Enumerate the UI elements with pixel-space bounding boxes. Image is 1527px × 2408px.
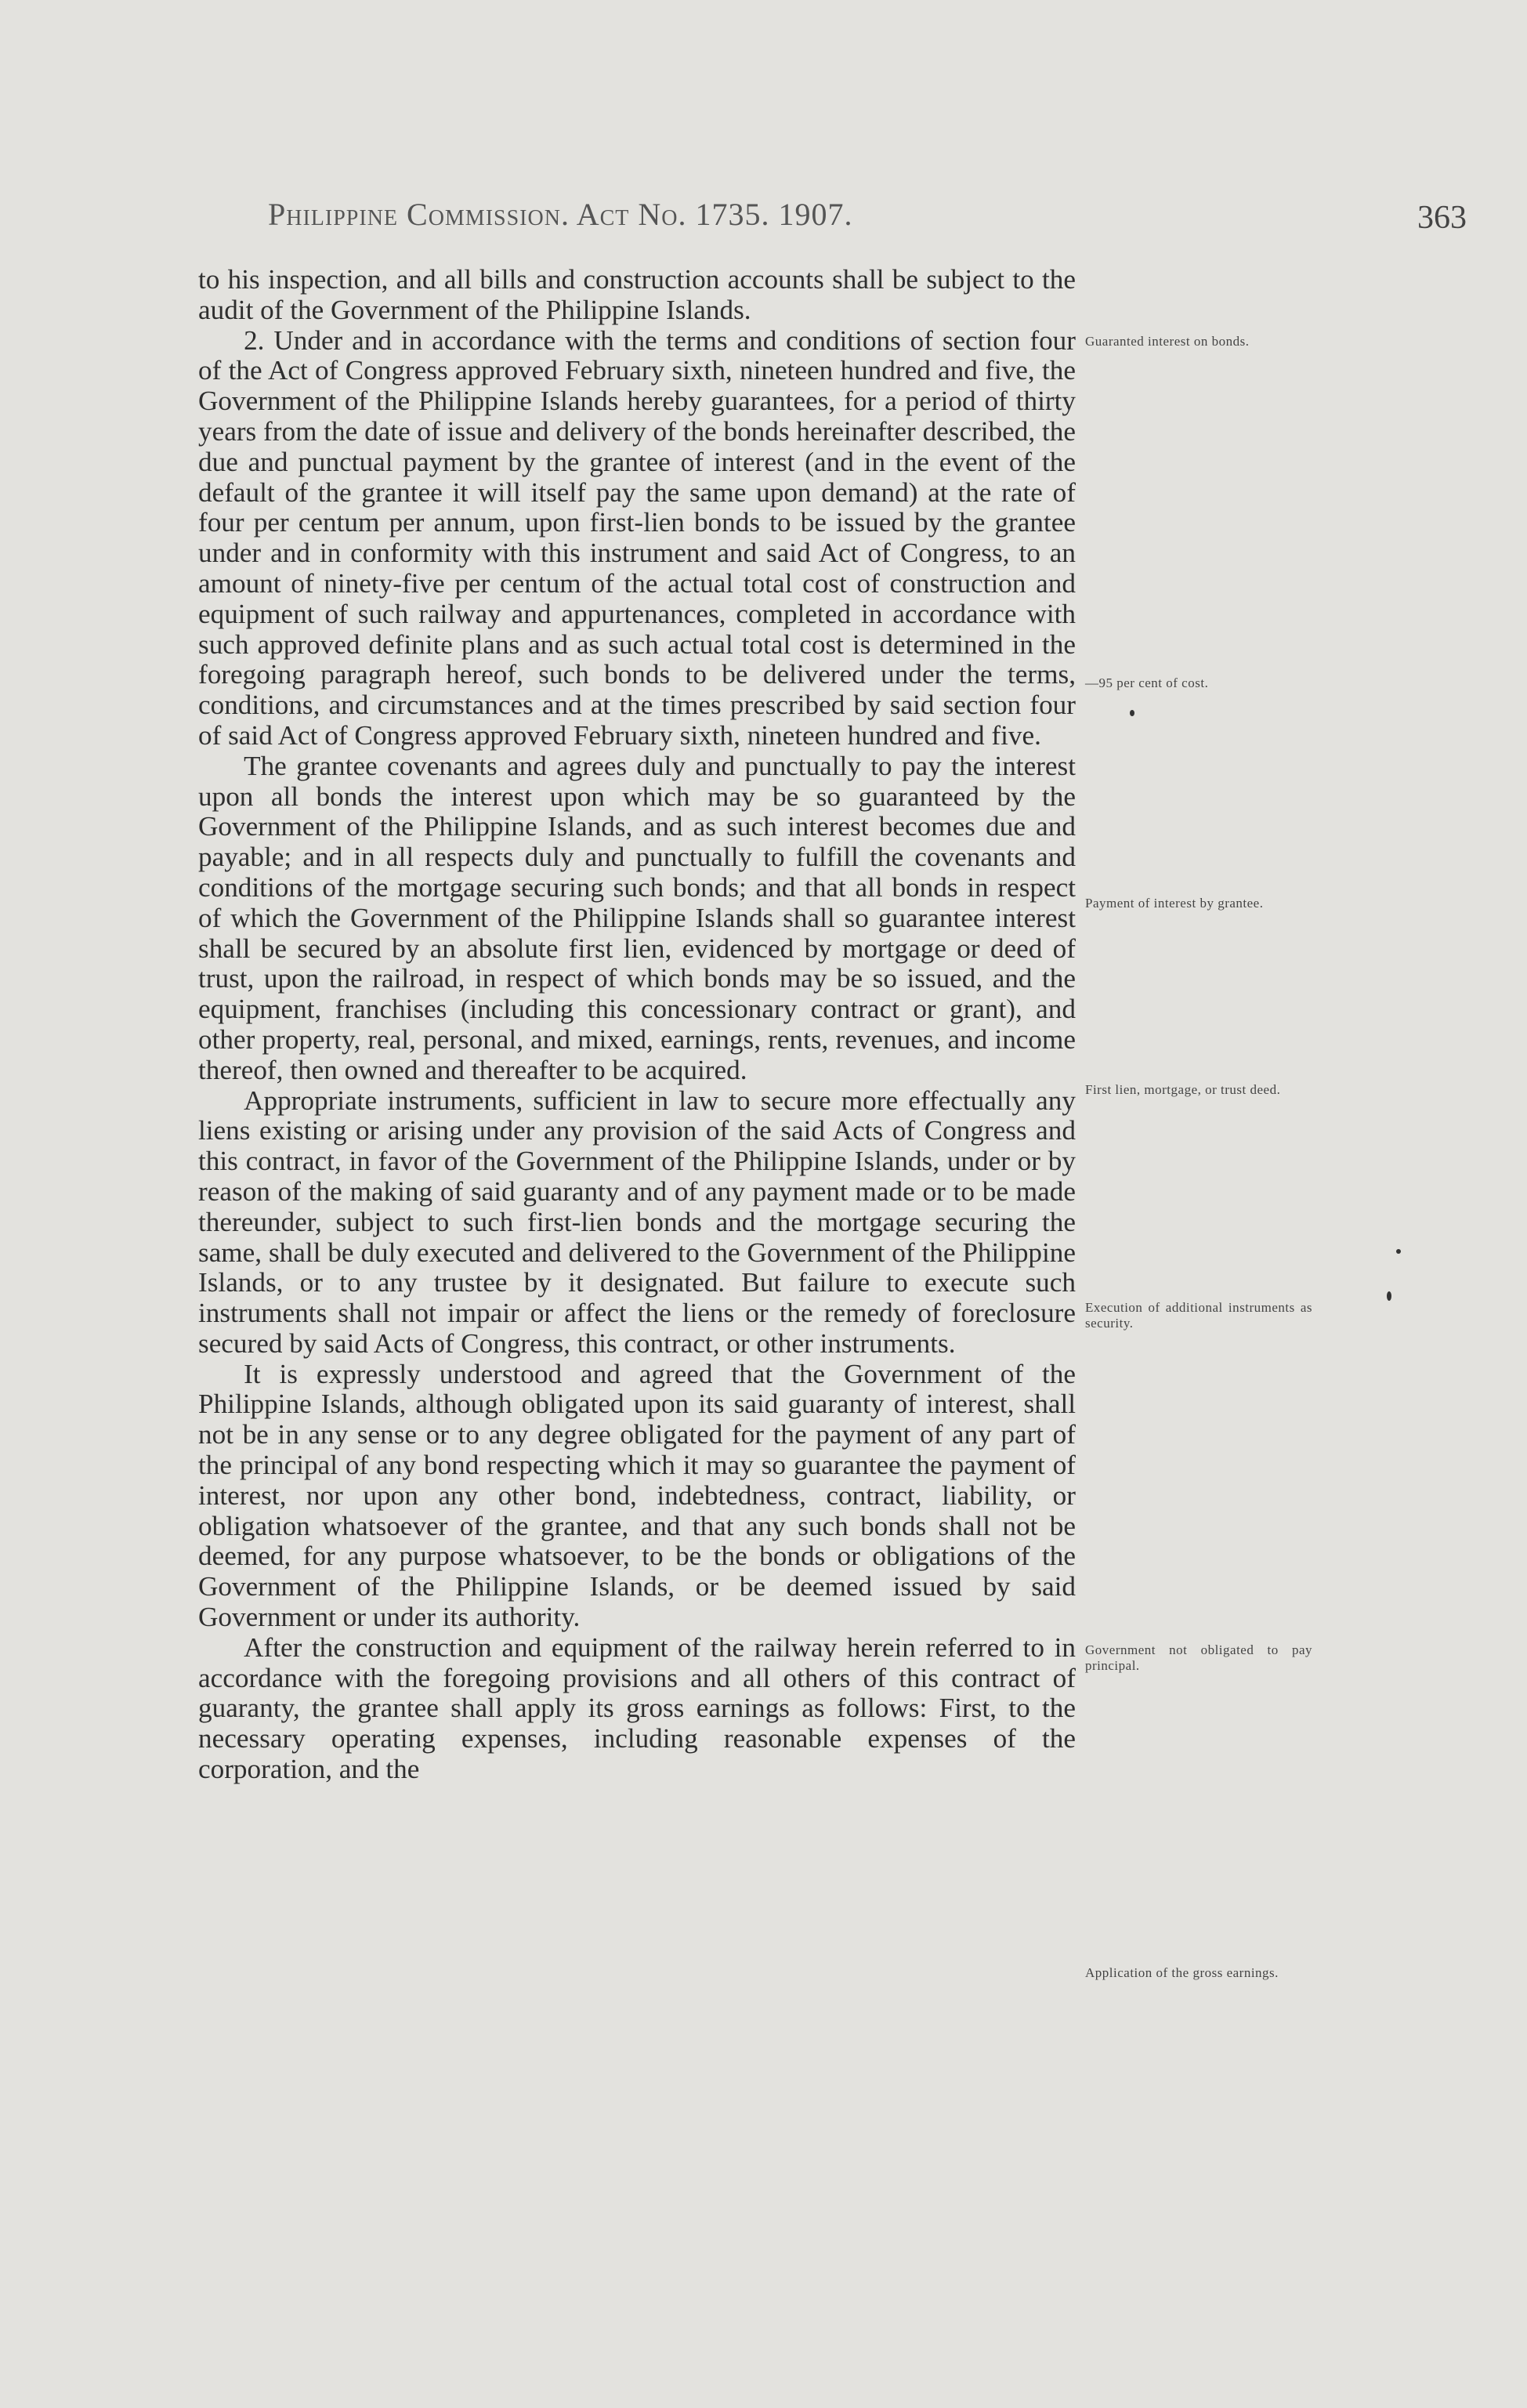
side-note-payment-of-interest: Payment of interest by grantee. <box>1085 896 1264 911</box>
side-note-95-percent: —95 per cent of cost. <box>1085 675 1209 690</box>
side-note-gross-earnings: Application of the gross earnings. <box>1085 1965 1279 1980</box>
paragraph-5: It is expressly understood and agreed that the Government of the Philippine Islands, although obligated upon its said guaranty of interest, shall not be in any sense or to any degree obligated for the payment of any part of the principal of any bond respecting which it may so guarantee the payment of interest, nor upon any other bond, indebtedness, contract, liability, or obligation whatsoever of the grantee, and that any such bonds shall not be deemed, for any purpose whatsoever, to be the bonds or obligations of the Government of the Philippine Islands, or be deemed issued by said Government or under its authority. <box>198 1358 1076 1633</box>
paragraph-4: Appropriate instruments, sufficient in law to secure more effectually any liens existing or arising under any provision of the said Acts of Congress and this contract, in favor of the Government of the Philippine Islands, under or by reason of the making of said guaranty and of any payment made or to be made thereunder, subject to such first-lien bonds and the mortgage securing the same, shall be duly executed and delivered to the Government of the Philippine Islands, or to any trustee by it designated. But failure to execute such instruments shall not impair or affect the liens or the remedy of foreclosure secured by said Acts of Congress, this contract, or other instruments. <box>198 1085 1076 1359</box>
side-note-additional-instruments: Execution of additional instruments as security. <box>1085 1300 1312 1331</box>
paragraph-2: 2. Under and in accordance with the terms and conditions of section four of the Act of Congress approved February sixth, nineteen hundred and five, the Government of the Philippine Islands hereby guarantees, for a period of thirty years from the date of issue and delivery of the bonds hereinafter described, the due and punctual payment by the grantee of interest (and in the event of the default of the grantee it will itself pay the same upon demand) at the rate of four per centum per annum, upon first-lien bonds to be issued by the grantee under and in conformity with this instrument and said Act of Congress, to an amount of ninety-five per centum of the actual total cost of construction and equipment of such railway and appurtenances, completed in accordance with such approved definite plans and as such actual total cost is determined in the foregoing paragraph hereof, such bonds to be delivered under the terms, conditions, and circumstances and at the times prescribed by said section four of said Act of Congress approved February sixth, nineteen hundred and five. <box>198 324 1076 751</box>
running-head: Philippine Commission. Act No. 1735. 1907. <box>268 197 853 232</box>
page-number: 363 <box>1417 200 1467 236</box>
side-note-first-lien: First lien, mortgage, or trust deed. <box>1085 1082 1281 1097</box>
body-text <box>198 265 1076 1785</box>
side-note-guaranteed-interest: Guaranted interest on bonds. <box>1085 334 1250 349</box>
speck-mark <box>1387 1291 1391 1301</box>
paragraph-6: After the construction and equipment of the railway herein referred to in accordance with the foregoing provisions and all others of this contract of guaranty, the grantee shall apply its gross earnings as follows: First, to the necessary operating expenses, including reasonable expenses of the corporation, and the <box>198 1631 1076 1785</box>
paragraph-3: The grantee covenants and agrees duly and punctually to pay the interest upon all bonds the interest upon which may be so guaranteed by the Government of the Philippine Islands, and as such interest becomes due and payable; and in all respects duly and punctually to fulfill the covenants and conditions of the mortgage securing such bonds; and that all bonds in respect of which the Government of the Philippine Islands shall so guarantee interest shall be secured by an absolute first lien, evidenced by mortgage or deed of trust, upon the railroad, in respect of which bonds may be so issued, and the equipment, franchises (including this concessionary contract or grant), and other property, real, personal, and mixed, earnings, rents, revenues, and income thereof, then owned and thereafter to be acquired. <box>198 750 1076 1085</box>
paragraph-1: to his inspection, and all bills and construction accounts shall be subject to the audit of the Government of the Philippine Islands. <box>198 264 1076 325</box>
speck-mark <box>1130 710 1134 716</box>
side-note-principal: Government not obligated to pay principal. <box>1085 1642 1312 1673</box>
page-header <box>268 196 1467 243</box>
speck-mark <box>1396 1249 1401 1254</box>
